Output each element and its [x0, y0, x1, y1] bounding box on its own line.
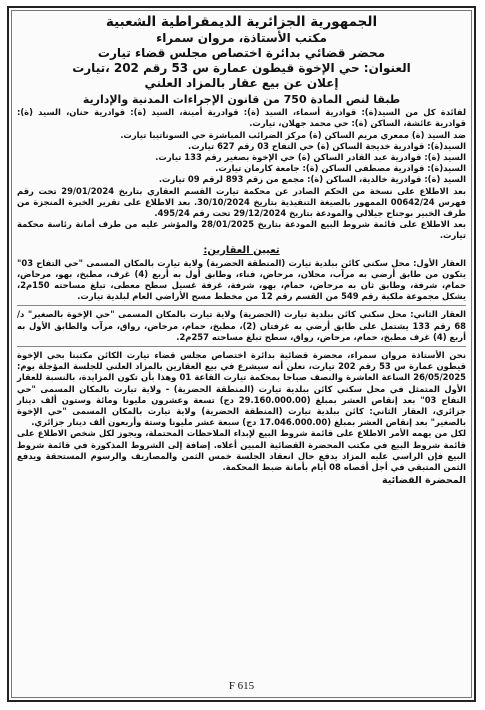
republic-heading: الجمهورية الجزائرية الديمقراطية الشعبية	[105, 14, 378, 30]
conditions-reference: بعد الاطلاع على قائمة شروط البيع المودعة بتاريخ 28/01/2025 والمؤشر عليه من طرف أمانة رئاسة محكمة تيارت.	[17, 219, 466, 241]
legal-basis: طبقا لنص المادة 750 من قانون الإجراءات المدنية والإدارية	[82, 92, 401, 106]
property-2: العقار الثاني: محل سكني كائن ببلدية تيارت (الحضرية) ولاية تيارت بالمكان المسمى "حي الإخوة بالصغير" د/ 68 رقم 133 يشتمل على طابق أرضي به غرفتان (2)، مطبخ، حمام، مرحاض، رواق، مرآب والطابق الأول به أربع (4) غرف مطبخ، حمام، مرحاض، رواق، سطح تبلغ مساحته 257م2.	[17, 309, 466, 342]
defendant-3: السيد (ة): قوادرية عبد القادر الساكن (ة) حي الإخوة بصغير رقم 133 تيارت.	[155, 151, 466, 162]
intro-block	[17, 107, 466, 241]
notice-frame	[7, 6, 476, 702]
divider	[17, 305, 466, 306]
section-title: تعيين العقارين:	[203, 244, 280, 256]
footer-code: F 615	[228, 680, 255, 692]
property-1: العقار الأول: محل سكني كائن ببلدية تيارت (المنطقة الحضرية) ولاية تيارت بالمكان المسمى "حي التفاح 03" يتكون من طابق أرضي به مرآب، محلان، مرحاض، فناء، وطابق أول به أربع (4) غرف، مطبخ، بهو، مرحاض، حمام، شرفة، وطابق ثان به مرحاض، حمام، بهو، شرفة، غرفة غسيل سطح معطى، تبلغ مساحته 150م2، يشكل مجموعة ملكية رقم 549 من القسم رقم 12 من مخطط مسح الأراضي العام لبلدية تيارت.	[17, 257, 466, 302]
official-heading: محضر قضائي بدائرة اختصاص مجلس قضاء تيارت	[97, 45, 386, 60]
sale-announcement: نحن الأستاذة مروان سمراء، محضرة قضائية بدائرة اختصاص مجلس قضاء تيارت الكائن مكتبنا بحي الإخوة قيطون عمارة س 53 رقم 202 تيارت، نعلن أنه سيشرع في بيع العقارين بالمزاد العلني للجلسة المؤجلة يوم: 26/05/2025 الساعة العاشرة والنصف صباحا بمحكمة تيارت القاعة 01 وهذا بأن تكون المزايدة، بالنسبة للعقار الأول المتمثل في محل سكني كائن ببلدية تيارت (المنطقة الحضرية) - ولاية تيارت بالمكان المسمى "حي التفاح 03" بعد إنقاص العشر بمبلغ (29.160.000.00 دج) تسعة وعشرون مليونا ومائة وستون ألف دينار جزائري، العقار الثاني: كائن ببلدية تيارت (المنطقة الحضرية) ولاية تيارت بالمكان المسمى "حي الإخوة بالصغير" بعد إنقاص العشر بمبلغ (17.046.000.00 دج) سبعة عشر مليونا وستة وأربعون ألف دينار جزائري.	[17, 350, 466, 428]
defendant-4: السيد(ة): قوادرية مصطفى الساكن (ة): جامعة كارمان تيارت.	[215, 163, 466, 174]
sale-conditions: لكل من يهمه الأمر الاطلاع على قائمة شروط البيع لإبداء الملاحظات المحتملة، ويجوز لكل شخص الاطلاع على قائمة شروط البيع في مكتب المحضرة القضائية المبين أعلاه. إضافة إلى الشروط المذكورة في قائمة شروط البيع فإن الراسي عليه المزاد يدفع حال انعقاد الجلسة خمس الثمن والمصاريف والرسوم المستحقة ويدفع الثمن المتبقي في أجل أقصاه 08 أيام بأمانة ضبط المحكمة.	[17, 428, 466, 473]
beneficiaries: لفائدة كل من السيد(ة): قوادرية أسماء، السيد (ة): قوادرية أمينة، السيد (ة): قوادرية حنان، السيد (ة): قوادرية عائشة، الساكن (ة): حي محمد جهلان، تيارت.	[17, 107, 466, 129]
defendant-1: ضد السيد (ة) ممعري مريم الساكن (ة) مركز الضرائب المباشرة حي السوناتيبا تيارت.	[120, 129, 466, 140]
judgment-reference: بعد الاطلاع على نسخة من الحكم الصادر عن محكمة تيارت القسم العقاري بتاريخ 29/01/2024 تحت رقم فهرس 00642/24 الممهور بالصيغة التنفيذية بتاريخ 30/10/2024. بعد الاطلاع على تقرير الخبرة المنجزة من طرف الخبير بوجناح جيلالي والمودعة بتاريخ 29/12/2024 تحت رقم 495/24.	[17, 185, 466, 218]
notice-title: إعلان عن بيع عقار بالمزاد العلني	[144, 75, 339, 90]
office-heading: مكتب الأستاذة، مروان سمراء	[156, 30, 327, 45]
divider	[17, 346, 466, 347]
signature: المحضرة القضائية	[381, 475, 466, 487]
address-heading: العنوان: حي الإخوة قيطون عمارة س 53 رقم 202 ،تيارت	[72, 60, 411, 75]
defendant-5: السيد (ة): قوادرية خالدية، الساكن (ة): مجمع من رقم 893 لرقم 09 تيارت.	[158, 174, 466, 185]
defendant-2: السيد(ة): قوادرية خديجة الساكن (ة) حي التفاح 03 رقم 627 تيارت.	[188, 140, 466, 151]
